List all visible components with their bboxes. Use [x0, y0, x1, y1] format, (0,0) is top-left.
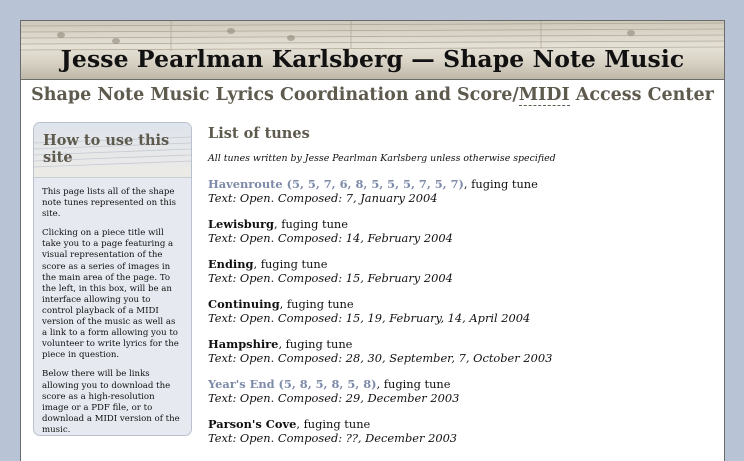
tune-item — [208, 297, 713, 337]
tune-name: Parson's Cove — [208, 417, 297, 431]
tune-name: Continuing — [208, 297, 280, 311]
page-subtitle — [21, 85, 724, 105]
tune-detail: Text: Open. Composed: ??, December 2003 — [208, 431, 458, 445]
tune-link-havenroute[interactable]: Havenroute (5, 5, 7, 6, 8, 5, 5, 5, 7, 5, 7) — [208, 177, 464, 191]
tune-type: , fuging tune — [274, 217, 348, 231]
tune-detail: Text: Open. Composed: 14, February 2004 — [208, 231, 453, 245]
tune-detail: Text: Open. Composed: 29, December 2003 — [208, 391, 460, 405]
tune-list — [208, 177, 713, 457]
tune-type: , fuging tune — [253, 257, 328, 271]
subtitle-suffix: Access Center — [569, 85, 714, 105]
site-banner — [21, 21, 724, 80]
sidebar-paragraph: Clicking on a piece title will take you to a page featuring a visual representation of the score as a series of images in the main area of the page. To the left, in this box, will be an interface allowing you to control playback of a MIDI version of the music as well as a link to a form allowing you to volunteer to write lyrics for the piece in question. — [42, 228, 179, 361]
tune-link-years-end[interactable]: Year's End (5, 8, 5, 8, 5, 8) — [208, 377, 377, 391]
tune-item — [208, 377, 713, 417]
list-heading: List of tunes — [208, 125, 310, 142]
tune-name: Lewisburg — [208, 217, 275, 231]
tune-item — [208, 217, 713, 257]
tune-detail: Text: Open. Composed: 7, January 2004 — [208, 191, 438, 205]
sidebar-paragraph: This page lists all of the shape note tunes represented on this site. — [42, 187, 177, 220]
tune-item — [208, 177, 713, 217]
main-content — [208, 125, 713, 457]
page-container — [20, 20, 725, 461]
tune-type: , fuging tune — [296, 417, 371, 431]
tune-name: Ending — [208, 257, 254, 271]
tune-detail: Text: Open. Composed: 15, 19, February, 14, April 2004 — [208, 311, 531, 325]
tune-type: , fuging tune — [278, 337, 353, 351]
midi-abbreviation: MIDI — [518, 85, 570, 105]
tune-type: , fuging tune — [463, 177, 538, 191]
site-title: Jesse Pearlman Karlsberg — Shape Note Music — [60, 45, 685, 73]
tune-type: , fuging tune — [376, 377, 451, 391]
attribution-note: All tunes written by Jesse Pearlman Karlsberg unless otherwise specified — [208, 153, 556, 164]
tune-type: , fuging tune — [279, 297, 354, 311]
sidebar-title: How to use this site — [43, 132, 170, 166]
tune-name: Hampshire — [208, 337, 279, 351]
tune-item — [208, 337, 713, 377]
subtitle-prefix: Shape Note Music Lyrics Coordination and Score/ — [31, 85, 519, 105]
tune-item — [208, 417, 713, 457]
tune-detail: Text: Open. Composed: 28, 30, September, 7, October 2003 — [208, 351, 553, 365]
sidebar-header — [34, 123, 191, 178]
tune-item — [208, 257, 713, 297]
help-sidebar — [33, 122, 192, 436]
sidebar-body — [34, 178, 191, 436]
sidebar-paragraph: Below there will be links allowing you to download the score as a high-resolution image or a PDF file, or to download a MIDI version of the music. — [42, 369, 180, 435]
tune-detail: Text: Open. Composed: 15, February 2004 — [208, 271, 453, 285]
